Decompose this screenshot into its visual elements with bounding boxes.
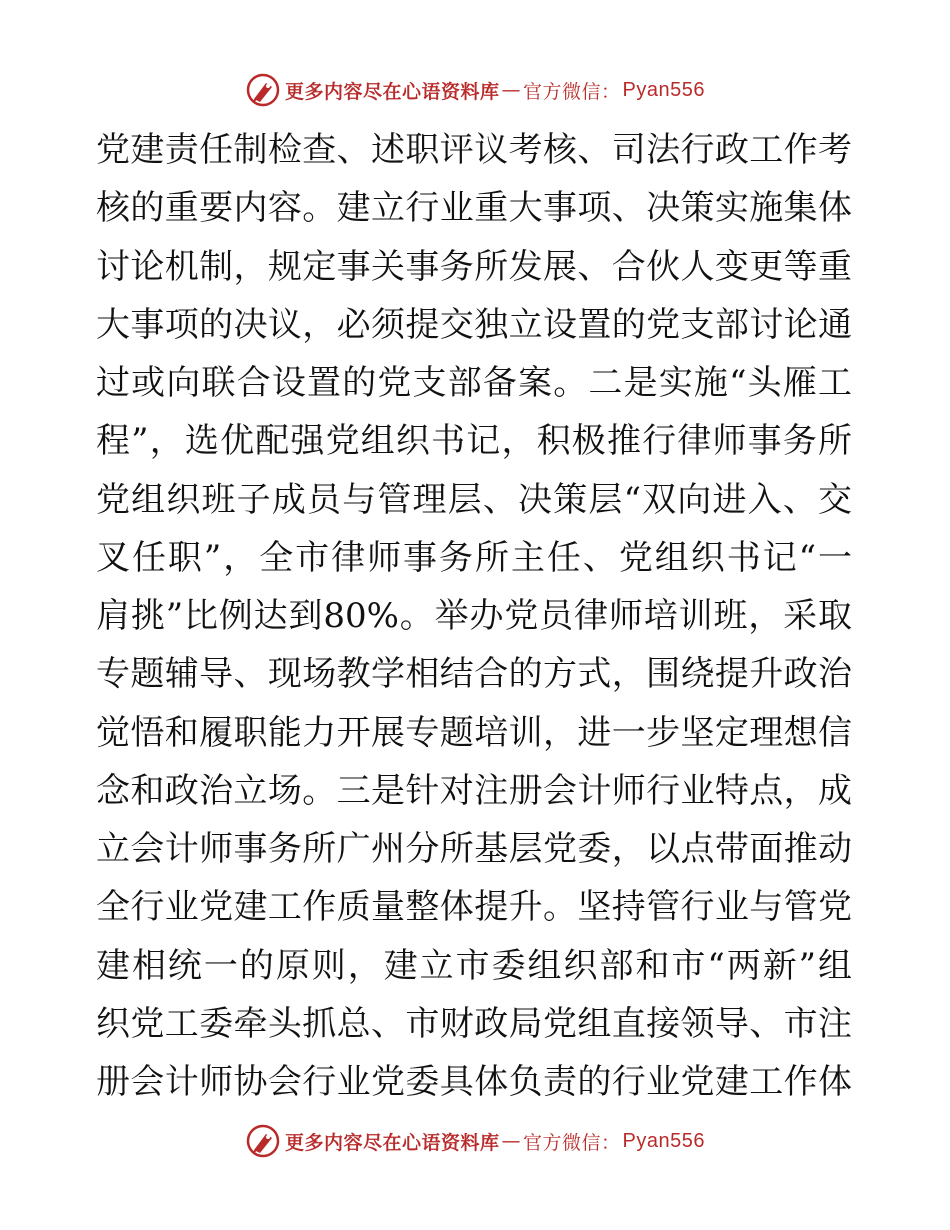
header-watermark-banner xyxy=(0,70,950,110)
text-line: 建相统一的原则，建立市委组织部和市“两新”组 xyxy=(96,945,852,986)
banner-wechat-id: Pyan556 xyxy=(622,1129,705,1152)
banner-dash: — xyxy=(501,1130,522,1152)
text-line: 立会计师事务所广州分所基层党委，以点带面推动 xyxy=(96,829,852,869)
text-line: 讨论机制，规定事关事务所发展、合伙人变更等重 xyxy=(96,246,852,287)
text-line: 觉悟和履职能力开展专题培训，进一步坚定理想信 xyxy=(96,712,852,753)
text-line: 过或向联合设置的党支部备案。二是实施“头雁工 xyxy=(96,363,852,403)
banner-site-text: 更多内容尽在心语资料库 xyxy=(285,80,500,103)
banner-wechat-id: Pyan556 xyxy=(622,78,705,101)
text-line: 肩挑”比例达到80%。举办党员律师培训班，采取 xyxy=(96,596,852,636)
text-line: 大事项的决议，必须提交独立设置的党支部讨论通 xyxy=(96,304,852,345)
pen-nib-logo-icon xyxy=(245,1123,281,1159)
banner-wechat-label: 官方微信： xyxy=(523,80,621,103)
body-paragraph xyxy=(96,121,852,1111)
text-line: 党建责任制检查、述职评议考核、司法行政工作考 xyxy=(96,130,852,170)
text-line: 叉任职”，全市律师事务所主任、党组织书记“一 xyxy=(96,537,852,578)
banner-wechat-label: 官方微信： xyxy=(523,1131,621,1154)
text-line: 全行业党建工作质量整体提升。坚持管行业与管党 xyxy=(96,887,852,928)
text-line: 党组织班子成员与管理层、决策层“双向进入、交 xyxy=(96,479,852,520)
pen-nib-logo-icon xyxy=(245,72,281,108)
text-line: 专题辅导、现场教学相结合的方式，围绕提升政治 xyxy=(96,654,852,695)
text-line: 念和政治立场。三是针对注册会计师行业特点，成 xyxy=(96,770,852,811)
banner-dash: — xyxy=(501,79,522,101)
text-line: 核的重要内容。建立行业重大事项、决策实施集体 xyxy=(96,188,852,229)
banner-site-text: 更多内容尽在心语资料库 xyxy=(285,1131,500,1154)
text-line: 册会计师协会行业党委具体负责的行业党建工作体 xyxy=(96,1062,852,1102)
text-line: 织党工委牵头抓总、市财政局党组直接领导、市注 xyxy=(96,1003,852,1044)
text-line: 程”，选优配强党组织书记，积极推行律师事务所 xyxy=(96,421,852,462)
footer-watermark-banner xyxy=(0,1121,950,1161)
